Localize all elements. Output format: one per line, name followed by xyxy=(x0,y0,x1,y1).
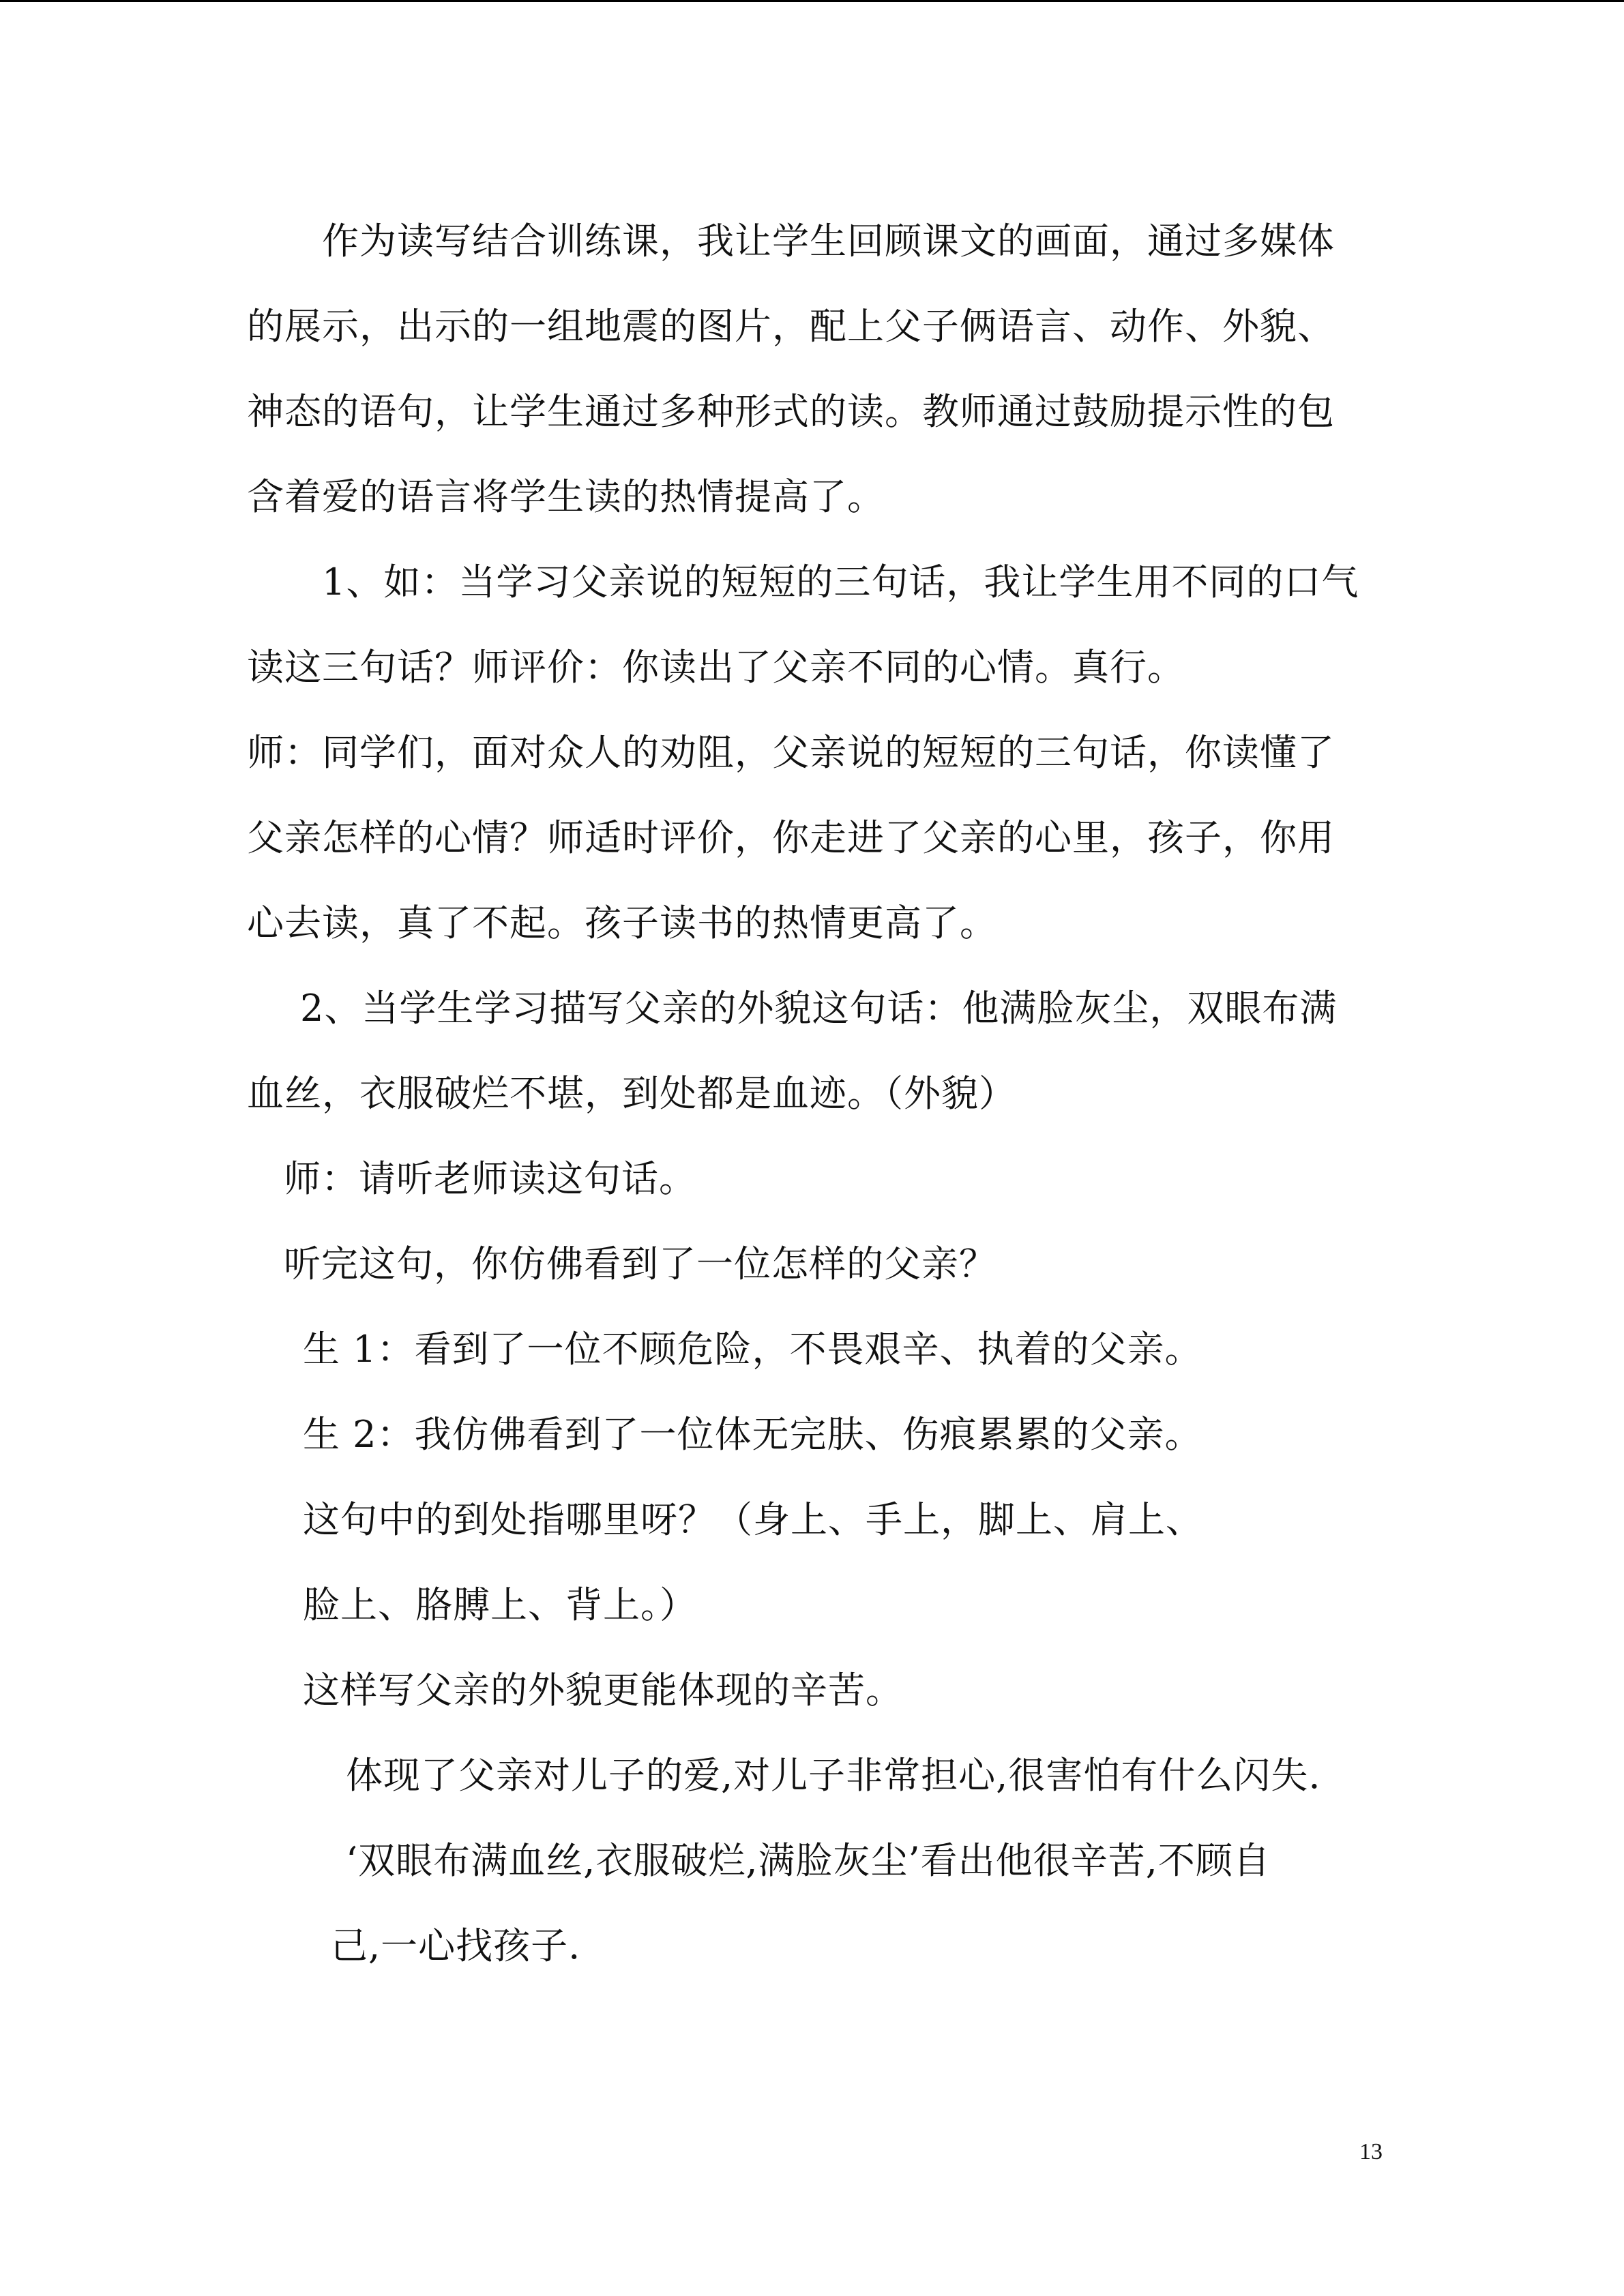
paragraph-line: 己,一心找孩子. xyxy=(331,1924,581,1967)
paragraph-line: 这样写父亲的外貌更能体现的辛苦。 xyxy=(303,1669,903,1712)
paragraph-line: 1、如：当学习父亲说的短短的三句话，我让学生用不同的口气 xyxy=(322,561,1359,603)
paragraph-line: 生 2：我仿佛看到了一位体无完肤、伤痕累累的父亲。 xyxy=(303,1413,1202,1456)
paragraph-line: 作为读写结合训练课，我让学生回顾课文的画面，通过多媒体 xyxy=(322,220,1335,263)
paragraph-line: 神态的语句，让学生通过多种形式的读。教师通过鼓励提示性的包 xyxy=(247,390,1335,433)
paragraph-line: 父亲怎样的心情？师适时评价，你走进了父亲的心里，孩子，你用 xyxy=(247,816,1335,859)
paragraph-line: 这句中的到处指哪里呀？（身上、手上，脚上、肩上、 xyxy=(303,1498,1203,1541)
paragraph-line: 师：同学们，面对众人的劝阻，父亲说的短短的三句话，你读懂了 xyxy=(247,731,1335,774)
paragraph-line: 2、当学生学习描写父亲的外貌这句话：他满脸灰尘，双眼布满 xyxy=(300,987,1338,1030)
paragraph-line: 血丝，衣服破烂不堪，到处都是血迹。（外貌） xyxy=(247,1072,1016,1115)
paragraph-line: 读这三句话？师评价：你读出了父亲不同的心情。真行。 xyxy=(247,646,1185,689)
paragraph-line: 脸上、胳膊上、背上。） xyxy=(303,1583,697,1626)
paragraph-line: 听完这句，你仿佛看到了一位怎样的父亲？ xyxy=(284,1242,996,1285)
paragraph-line: 心去读，真了不起。孩子读书的热情更高了。 xyxy=(247,901,997,944)
paragraph-line: 含着爱的语言将学生读的热情提高了。 xyxy=(247,475,885,518)
paragraph-line: 师：请听老师读这句话。 xyxy=(284,1157,696,1200)
page-number: 13 xyxy=(1359,2139,1383,2164)
paragraph-line: ‘双眼布满血丝,衣服破烂,满脸灰尘’看出他很辛苦,不顾自 xyxy=(346,1839,1271,1882)
paragraph-line: 的展示，出示的一组地震的图片，配上父子俩语言、动作、外貌、 xyxy=(247,305,1335,348)
paragraph-line: 生 1：看到了一位不顾危险，不畏艰辛、执着的父亲。 xyxy=(303,1328,1202,1371)
paragraph-line: 体现了父亲对儿子的爱,对儿子非常担心,很害怕有什么闪失. xyxy=(346,1754,1321,1797)
